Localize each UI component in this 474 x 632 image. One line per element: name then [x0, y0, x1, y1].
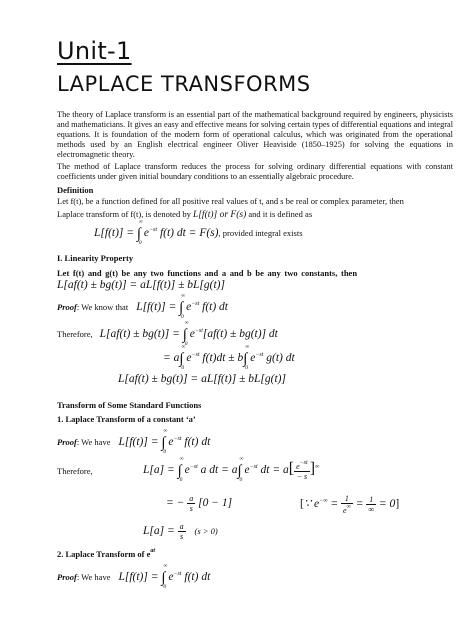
standard-functions-heading: Transform of Some Standard Functions — [57, 400, 202, 410]
definition-heading: Definition — [57, 185, 94, 195]
definition-formula-row — [94, 219, 303, 246]
integral-sign: ∫ ∞ 0 — [237, 456, 244, 484]
integral-sign: ∫ ∞ 0 — [179, 344, 186, 371]
linearity-step-1-row — [57, 320, 278, 347]
proof-formula: L[f(t)] = ∫ ∞ 0 $e^{-st}$ f(t) dt — [118, 428, 211, 455]
fraction: $\frac{1}{e^\infty}$ — [342, 494, 351, 515]
definition-formula: L[f(t)] = ∫ ∞ 0 $e^{-st}$ f(t) dt = F(s) — [94, 219, 219, 246]
fraction: $\frac{a}{s}$ — [189, 494, 194, 513]
proof-label: Proof — [57, 572, 77, 582]
integral-sign: ∫ ∞ 0 — [161, 428, 168, 455]
linearity-proof-row — [57, 293, 228, 320]
integral-sign: ∫ ∞ 0 — [182, 320, 189, 347]
fraction: $\frac{e^{-st}}{- s}$ — [296, 460, 308, 481]
intro-paragraph-1: The theory of Laplace transform is an essential part of the mathematical background required by engineers, physicists and mathematicians. It gives an easy and effective means for solving certain types of differential equations and integral equations. It is foundation of the modern form of operational calculus, which was originated from the operational methods used by an English electrical engineer Oliver Heaviside (1850–1925) for solving the equations in electromagnetic theory. — [57, 110, 453, 159]
proof-label: Proof — [57, 302, 77, 312]
exponential-subheading — [57, 548, 155, 559]
exponential-subheading-text: 2. Laplace Transform of e — [57, 549, 151, 559]
unit-heading: Unit-1 — [57, 37, 132, 65]
definition-line-1: Let f(t), be a function defined for all positive real values of t, and s be real or complex parameter, then — [57, 196, 404, 206]
integral-sign: ∫ ∞ 0 — [179, 293, 186, 320]
definition-line-2c: and it is defined as — [248, 209, 313, 219]
page-title: LAPLACE TRANSFORMS — [57, 72, 311, 96]
constant-proof-row — [57, 428, 211, 455]
linearity-statement: L[af(t) ± bg(t)] = aL[f(t)] ± bL[g(t)] — [57, 279, 225, 291]
proof-text: : We have — [76, 437, 111, 447]
constant-eq-3: L[a] = $\frac{a}{s}$ (s > 0) — [143, 522, 218, 541]
linearity-step-3: L[af(t) ± bg(t)] = aL[f(t)] ± bL[g(t)] — [118, 373, 286, 385]
definition-notation: L[f(t)] or F(s) — [192, 210, 247, 220]
linearity-step-2: = a∫ ∞ 0 $e^{-st}$ f(t)dt ± b∫ ∞ 0 $e^{-st}$ g(t) dt — [163, 344, 295, 371]
therefore-label-2: Therefore, — [57, 466, 93, 476]
definition-line-2a: Laplace transform of f(t), is denoted by — [57, 209, 191, 219]
constant-subheading: 1. Laplace Transform of a constant ‘a’ — [57, 414, 196, 424]
integral-sign: ∫ ∞ 0 — [177, 456, 184, 484]
fraction: $\frac{a}{s}$ — [179, 522, 184, 541]
integral-sign: ∫ ∞ 0 — [243, 344, 250, 371]
proof-label: Proof — [57, 437, 77, 447]
constant-eq-2: = − $\frac{a}{s}$ [0 − 1] — [166, 494, 233, 513]
linearity-line-1: Let f(t) and g(t) be any two functions and a and b be any two constants, then — [57, 268, 358, 278]
exponential-subheading-sup: at — [150, 548, 156, 554]
proof-formula: L[f(t)] = ∫ ∞ 0 $e^{-st}$ f(t) dt — [136, 293, 228, 320]
integral-sign: ∫ ∞ 0 — [161, 563, 168, 590]
constant-eq-2-note: [∵ e−∞ = $\frac{1}{e^\infty}$ = $\frac{1}{\infty}$ = 0] — [300, 494, 400, 515]
intro-paragraph-2: The method of Laplace transform reduces the process for solving ordinary differential equations with constant coefficients under given initial boundary conditions to an essentially algebraic procedure. — [57, 162, 453, 181]
therefore-label: Therefore, — [57, 329, 93, 339]
definition-line-2 — [57, 209, 312, 220]
proof-formula: L[f(t)] = ∫ ∞ 0 $e^{-st}$ f(t) dt — [118, 563, 211, 590]
linearity-heading: I. Linearity Property — [57, 253, 134, 263]
fraction: $\frac{1}{\infty}$ — [368, 495, 375, 514]
linearity-step-1: L[af(t) ± bg(t)] = ∫ ∞ 0 $e^{-st}[af(t) \pm bg(t)]$ dt — [99, 320, 278, 347]
proof-text: : We have — [76, 572, 111, 582]
integral-sign: ∫ ∞ 0 — [136, 219, 143, 246]
exponential-proof-row — [57, 563, 211, 590]
constant-eq-3-condition: (s > 0) — [194, 526, 218, 537]
constant-eq-1: L[a] = ∫ ∞ 0 $e^{-st}$ a dt = a∫ ∞ 0 $e^{-st}$ dt = a[ $\frac{e^{-st}}{- s}$ ]∞ — [143, 456, 320, 484]
proof-text: : We know that — [76, 302, 129, 312]
definition-note: , provided integral exists — [218, 228, 303, 238]
